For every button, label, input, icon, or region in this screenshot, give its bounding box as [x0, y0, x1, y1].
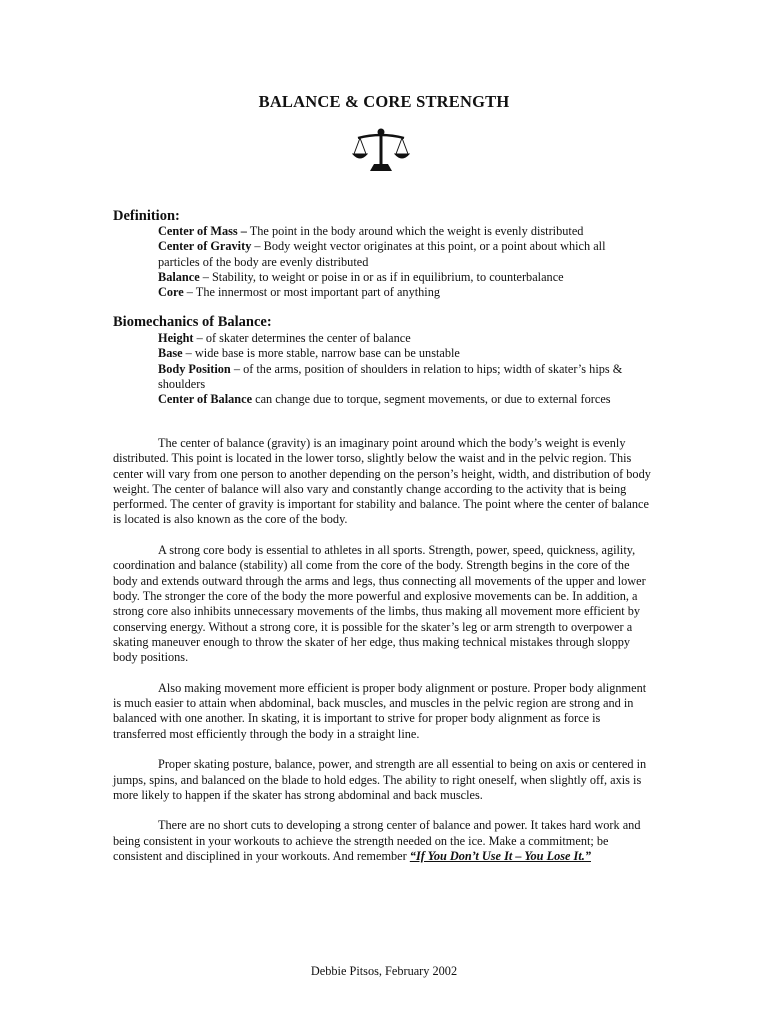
- biomechanics-list: [158, 331, 648, 407]
- definition-term: Center of Gravity: [158, 239, 252, 254]
- definition-heading: Definition:: [113, 208, 180, 224]
- definition-item: [158, 239, 648, 270]
- biomechanics-term: Center of Balance: [158, 392, 253, 407]
- biomechanics-term: Base: [158, 346, 183, 361]
- definition-text: – Stability, to weight or poise in or as if in equilibrium, to counterbalance: [199, 269, 564, 284]
- definition-list: [158, 224, 648, 300]
- author-footer: Debbie Pitsos, February 2002: [310, 964, 458, 978]
- definition-item: [158, 224, 648, 239]
- body-paragraph: Proper skating posture, balance, power, and strength are all essential to being on axis or centered in jumps, spins, and balanced on the blade to hold edges. The ability to right oneself, when slightly off, axis is more likely to happen if the skater has strong abdominal and back muscles.: [113, 757, 647, 802]
- biomechanics-item: [158, 331, 648, 346]
- page-title: BALANCE & CORE STRENGTH: [258, 92, 510, 111]
- definition-text: The point in the body around which the weight is evenly distributed: [246, 224, 584, 238]
- definition-text: – Body weight vector originates at this point, or a point about which all particles of the body are evenly distributed: [158, 239, 606, 269]
- definition-term: Center of Mass –: [158, 224, 247, 238]
- biomechanics-item: [158, 392, 648, 407]
- biomechanics-term: Height: [158, 331, 194, 345]
- biomechanics-text: – of skater determines the center of balance: [193, 331, 411, 345]
- biomechanics-term: Body Position: [158, 361, 231, 376]
- definition-term: Core: [158, 285, 184, 300]
- biomechanics-item: [158, 346, 648, 361]
- biomechanics-text: – of the arms, position of shoulders in relation to hips; width of skater’s hips & shoulders: [158, 361, 623, 391]
- final-paragraph-text: There are no short cuts to developing a strong center of balance and power. It takes hard work and being consistent in your workouts to achieve the strength needed on the ice. Make a commitment; be consistent and disciplined in your workouts. And remember: [113, 818, 641, 864]
- motto: “If You Don’t Use It – You Lose It.”: [409, 849, 591, 864]
- biomechanics-text: can change due to torque, segment movements, or due to external forces: [252, 392, 611, 407]
- biomechanics-heading: Biomechanics of Balance:: [113, 314, 272, 330]
- body-paragraph: A strong core body is essential to athletes in all sports. Strength, power, speed, quickness, agility, coordination and balance (stability) all come from the core of the body. Strength begins in the core of the body and extends outward through the arms and legs, thus connecting all movements of the upper and lower body. The stronger the core of the body the more powerful and explosive movements can be. In addition, a strong core also inhibits unnecessary movements of the limbs, thus making all movement more efficient by conserving energy. Without a strong core, it is possible for the skater’s leg or arm strength to overpower a skating maneuver enough to throw the skater of her edge, thus making technical mistakes through sloppy body positions.: [113, 543, 646, 665]
- definition-item: [158, 285, 648, 300]
- biomechanics-item: [158, 362, 648, 393]
- biomechanics-text: – wide base is more stable, narrow base can be unstable: [182, 346, 460, 361]
- final-paragraph: [113, 818, 653, 864]
- body-paragraph: The center of balance (gravity) is an imaginary point around which the body’s weight is evenly distributed. This point is located in the lower torso, slightly below the waist and in the pelvic region. This center will vary from one person to another depending on the person’s height, width, and distribution of body weight. The center of balance will also vary and constantly change according to the activity that is being performed. The center of gravity is important for stability and balance. The point where the center of balance is located is also known as the core of the body.: [113, 436, 651, 527]
- definition-term: Balance: [158, 269, 200, 284]
- body-text: [113, 436, 653, 880]
- definition-item: [158, 270, 648, 285]
- body-paragraph: Also making movement more efficient is proper body alignment or posture. Proper body alignment is much easier to attain when abdominal, back muscles, and muscles in the pelvic region are strong and in balanced with one another. In skating, it is important to strive for proper body alignment as force is transferred most efficiently through the body in a straight line.: [113, 680, 647, 741]
- balance-scale-icon: [352, 128, 410, 172]
- definition-text: – The innermost or most important part of anything: [183, 285, 440, 300]
